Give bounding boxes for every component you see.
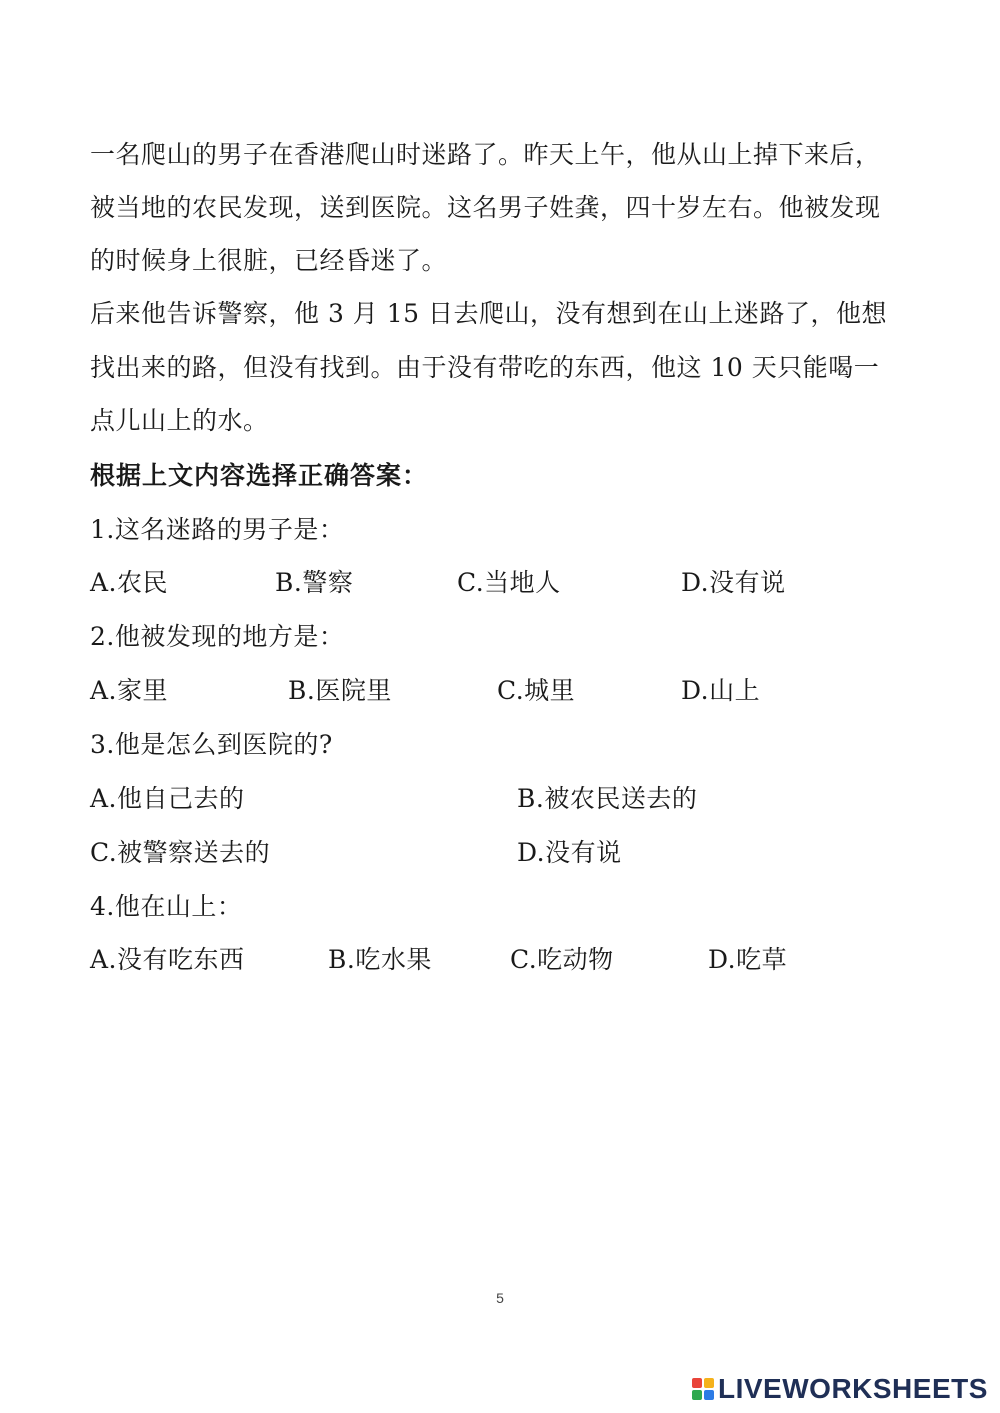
- question-prompt: 1.这名迷路的男子是：: [90, 515, 345, 544]
- answer-option[interactable]: C.当地人: [457, 568, 561, 597]
- page-number: 5: [496, 1290, 504, 1306]
- answer-option[interactable]: B.吃水果: [328, 945, 432, 974]
- logo-square: [704, 1378, 714, 1388]
- passage-line: 被当地的农民发现，送到医院。这名男子姓龚，四十岁左右。他被发现: [90, 193, 881, 222]
- answer-option[interactable]: A.家里: [90, 676, 169, 705]
- answer-option[interactable]: C.被警察送去的: [90, 838, 271, 867]
- logo-square: [692, 1378, 702, 1388]
- passage-line: 点儿山上的水。: [90, 406, 269, 435]
- answer-option[interactable]: D.吃草: [708, 945, 788, 974]
- passage-line: 找出来的路，但没有找到。由于没有带吃的东西，他这 10 天只能喝一: [90, 353, 880, 382]
- logo-mark-icon: [692, 1378, 714, 1400]
- passage-line: 的时候身上很脏，已经昏迷了。: [90, 246, 448, 275]
- liveworksheets-logo[interactable]: [692, 1372, 988, 1406]
- answer-option[interactable]: A.他自己去的: [90, 784, 245, 813]
- answer-option[interactable]: B.警察: [275, 568, 354, 597]
- answer-option[interactable]: B.被农民送去的: [517, 784, 698, 813]
- brand-text: LIVEWORKSHEETS: [718, 1373, 988, 1404]
- answer-option[interactable]: D.没有说: [681, 568, 786, 597]
- passage-line: 一名爬山的男子在香港爬山时迷路了。昨天上午，他从山上掉下来后，: [90, 140, 881, 169]
- question-prompt: 2.他被发现的地方是：: [90, 622, 345, 651]
- answer-option[interactable]: D.山上: [681, 676, 761, 705]
- answer-option[interactable]: C.城里: [497, 676, 576, 705]
- logo-square: [692, 1390, 702, 1400]
- answer-option[interactable]: D.没有说: [517, 838, 622, 867]
- answer-option[interactable]: A.农民: [90, 568, 169, 597]
- answer-option[interactable]: B.医院里: [288, 676, 392, 705]
- answer-option[interactable]: A.没有吃东西: [90, 945, 245, 974]
- answer-option[interactable]: C.吃动物: [510, 945, 614, 974]
- question-prompt: 3.他是怎么到医院的?: [90, 730, 333, 759]
- question-prompt: 4.他在山上：: [90, 892, 243, 921]
- instruction-heading: 根据上文内容选择正确答案：: [90, 461, 429, 490]
- passage-line: 后来他告诉警察，他 3 月 15 日去爬山，没有想到在山上迷路了，他想: [90, 299, 888, 328]
- logo-square: [704, 1390, 714, 1400]
